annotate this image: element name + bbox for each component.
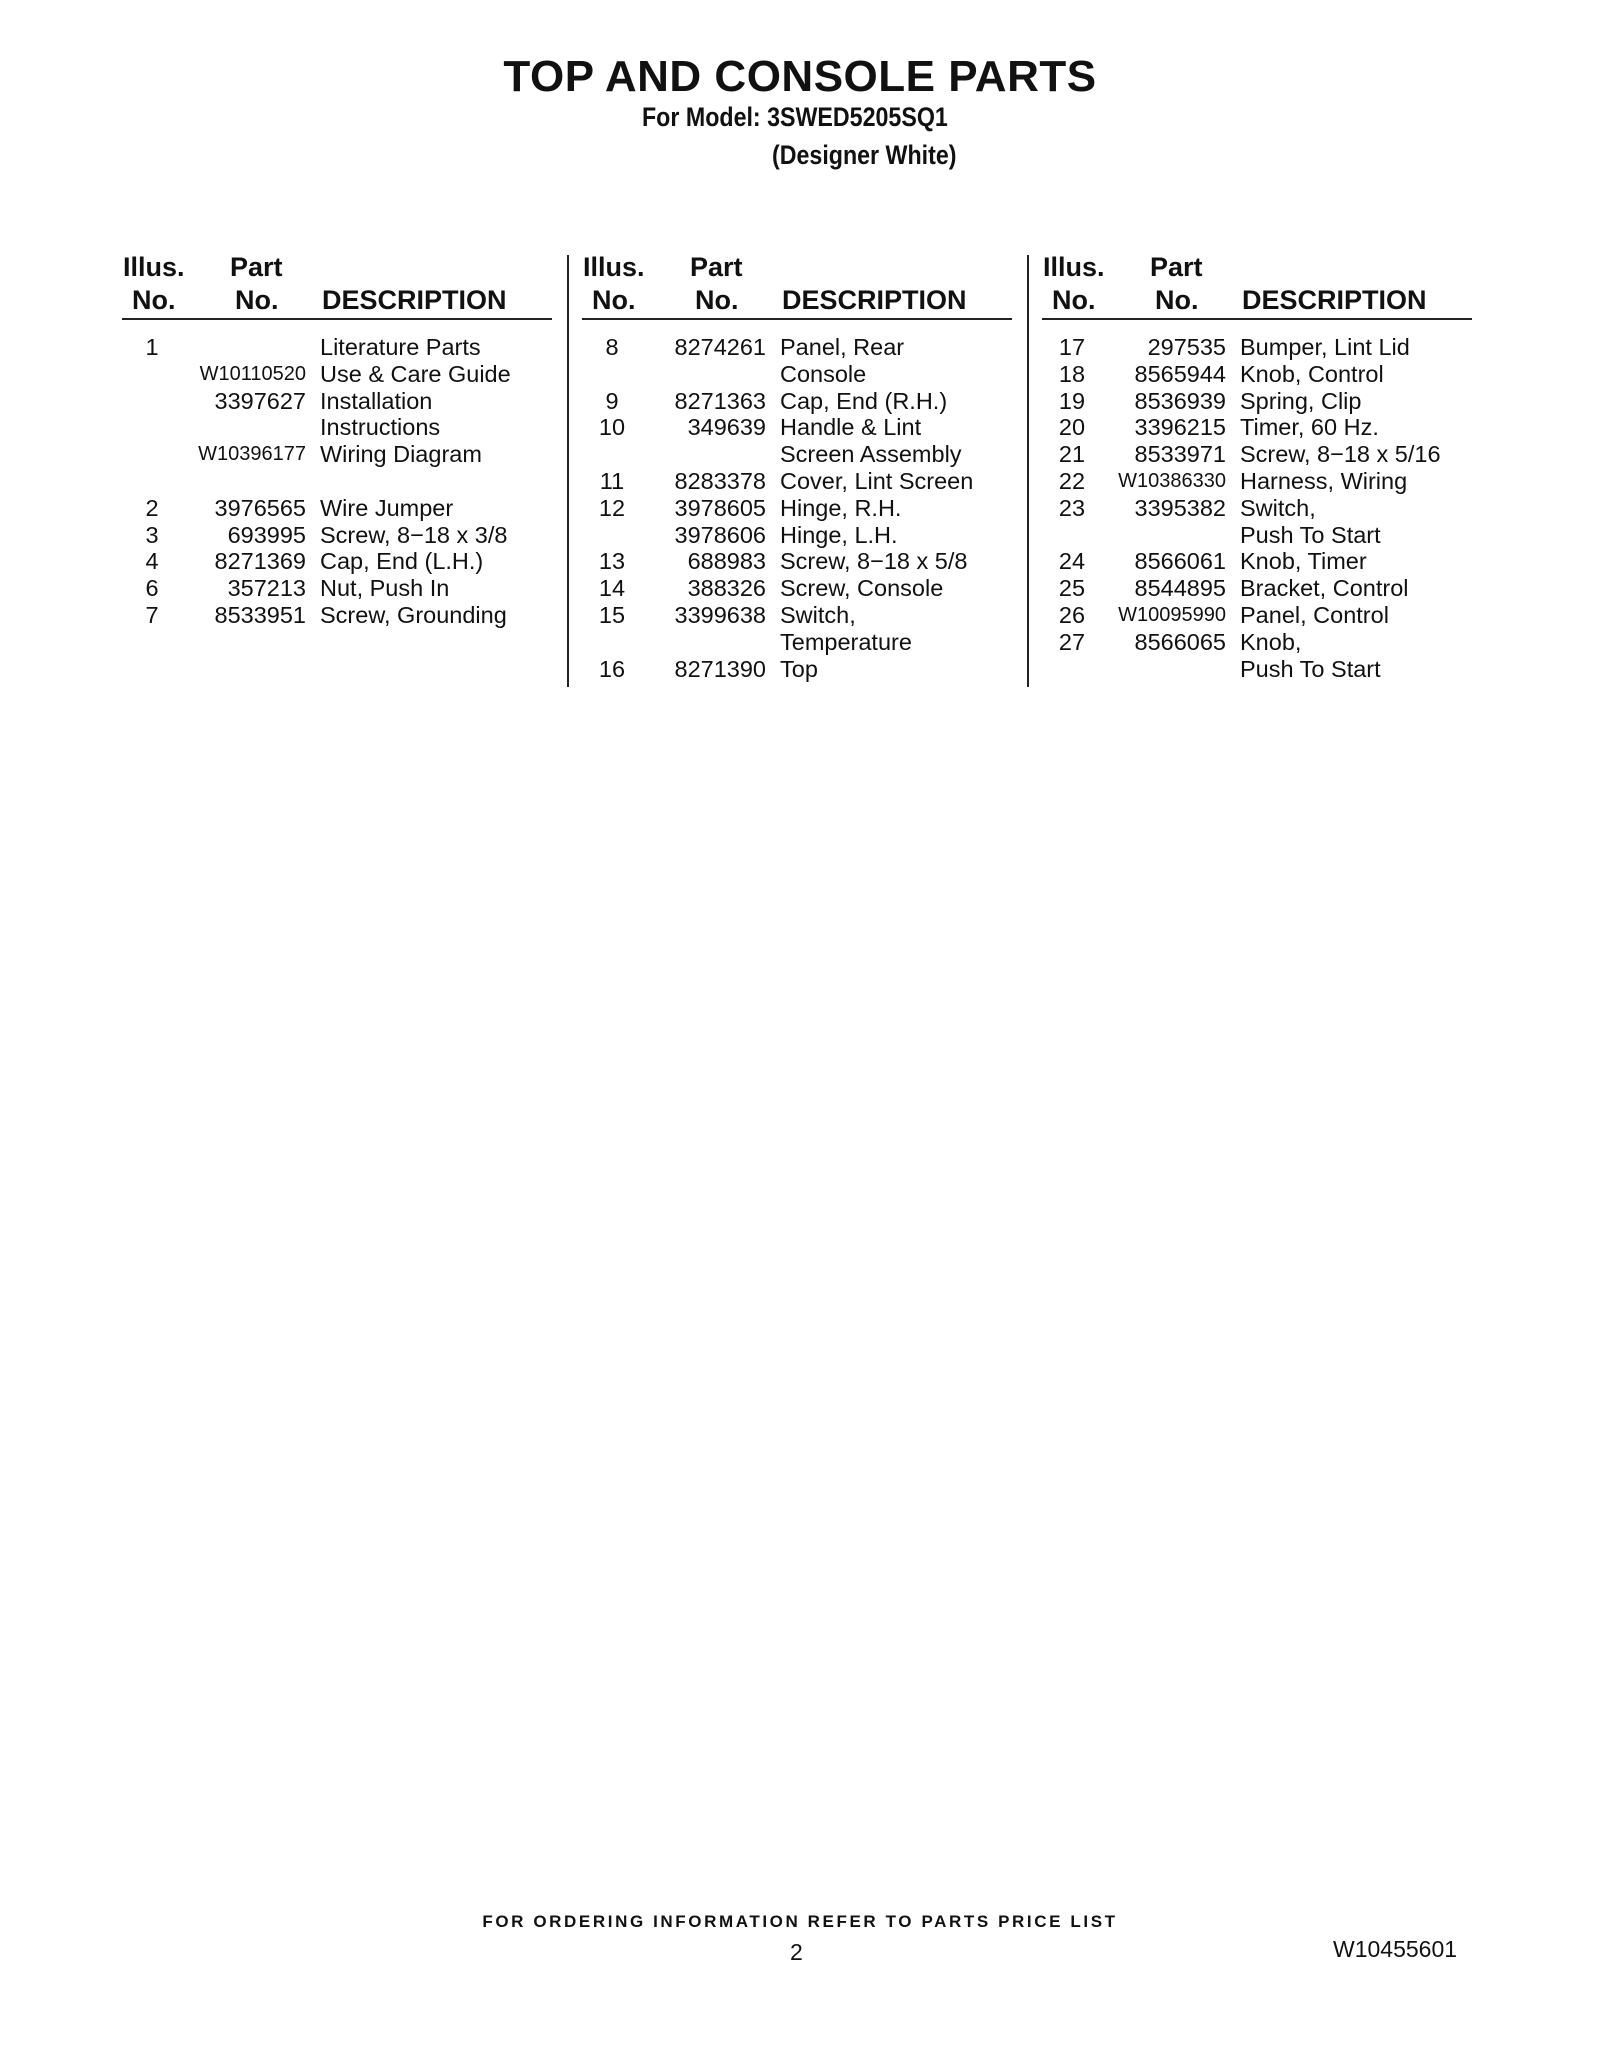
part-header-line1: Part [1150,252,1203,282]
illus-number: 26 [1058,601,1086,628]
color-line: (Designer White) [772,140,957,170]
parts-row [122,414,552,441]
part-number: 3976565 [214,494,306,521]
part-description: Cap, End (L.H.) [320,548,484,575]
part-number: 8271390 [674,655,766,682]
parts-row [582,522,1012,549]
part-number: 8283378 [674,467,766,494]
parts-row [582,602,1012,629]
document-number: W10455601 [1333,1936,1458,1962]
part-description: Timer, 60 Hz. [1240,414,1379,441]
part-description: Hinge, L.H. [780,521,898,548]
parts-row [1042,575,1472,602]
parts-row [1042,414,1472,441]
parts-row [582,361,1012,388]
part-description: Panel, Control [1240,601,1389,628]
part-number: 8565944 [1134,360,1226,387]
part-description: Screw, 8−18 x 5/8 [780,548,968,575]
part-description: Console [780,360,867,387]
part-description: Handle & Lint [780,414,922,441]
illus-number: 6 [145,575,159,602]
parts-row [122,522,552,549]
illus-number: 23 [1058,494,1086,521]
illus-number: 25 [1058,575,1086,602]
part-description: Nut, Push In [320,575,450,602]
part-description: Wiring Diagram [320,441,482,468]
page-number: 2 [790,1939,803,1965]
part-description: Push To Start [1240,521,1381,548]
parts-row [582,334,1012,361]
illus-number: 27 [1058,628,1086,655]
illus-number: 19 [1058,387,1086,414]
parts-row [582,575,1012,602]
part-number: 8536939 [1134,387,1226,414]
part-description: Screw, Console [780,575,944,602]
illus-number: 11 [599,467,625,494]
parts-row [582,629,1012,656]
part-number: 8566065 [1134,628,1226,655]
parts-row [582,441,1012,468]
part-description: Knob, Control [1240,360,1384,387]
illus-number: 17 [1058,334,1086,360]
parts-row [1042,548,1472,575]
part-number: 297535 [1147,334,1226,360]
part-number: 8566061 [1134,548,1226,575]
parts-column-2 [582,252,1012,682]
part-number: 349639 [687,414,766,441]
illus-header-line1: Illus. [123,252,185,282]
part-number: 693995 [227,521,306,548]
illus-number: 9 [605,387,619,414]
parts-list [122,334,552,629]
model-line: For Model: 3SWED5205SQ1 [642,102,948,132]
illus-number: 20 [1058,414,1086,441]
part-description: Cover, Lint Screen [780,467,974,494]
parts-list [1042,334,1472,682]
parts-row [1042,334,1472,361]
part-header-line2: No. [235,285,279,315]
description-header: DESCRIPTION [322,285,507,315]
column-header [1042,252,1472,320]
parts-row [1042,495,1472,522]
parts-row [1042,441,1472,468]
column-header [122,252,552,320]
part-header-line1: Part [230,252,283,282]
part-description: Harness, Wiring [1240,467,1408,494]
part-number: 3396215 [1134,414,1226,441]
parts-row [1042,361,1472,388]
part-description: Top [780,655,818,682]
part-number: 357213 [227,575,306,602]
parts-row [1042,656,1472,683]
part-number: 8271369 [214,548,306,575]
illus-number: 18 [1058,360,1086,387]
parts-row [582,414,1012,441]
part-number: W10095990 [1118,603,1226,626]
part-description: Screw, 8−18 x 3/8 [320,521,508,548]
ordering-info-footer: FOR ORDERING INFORMATION REFER TO PARTS PRICE LIST [482,1912,1118,1931]
parts-row [122,548,552,575]
part-description: Wire Jumper [320,494,454,521]
part-header-line1: Part [690,252,743,282]
illus-number: 22 [1058,467,1086,494]
part-description: Use & Care Guide [320,360,511,387]
illus-number: 16 [598,655,626,682]
illus-number: 10 [598,414,626,441]
part-number: 688983 [687,548,766,575]
part-description: Screw, 8−18 x 5/16 [1240,441,1441,468]
part-number: 3395382 [1134,494,1226,521]
parts-row [122,441,552,468]
part-number: 8274261 [674,334,766,360]
part-description: Knob, Timer [1240,548,1367,575]
illus-number: 14 [598,575,626,602]
parts-column-1 [122,252,552,629]
part-description: Literature Parts [320,334,481,360]
illus-number: 24 [1058,548,1086,575]
part-header-line2: No. [1155,285,1199,315]
part-number: 3978605 [674,494,766,521]
parts-row [122,388,552,415]
part-description: Bumper, Lint Lid [1240,334,1410,360]
parts-list [582,334,1012,682]
parts-row [1042,388,1472,415]
column-divider [567,255,569,687]
parts-row [1042,629,1472,656]
parts-row [582,656,1012,683]
part-number: 3978606 [674,521,766,548]
illus-header-line2: No. [592,285,636,315]
part-description: Hinge, R.H. [780,494,902,521]
part-number: 3399638 [674,601,766,628]
part-number: 8271363 [674,387,766,414]
part-description: Panel, Rear [780,334,905,360]
illus-number: 1 [145,334,159,360]
part-description: Push To Start [1240,655,1381,682]
part-number: 3397627 [214,387,306,414]
parts-row [1042,468,1472,495]
description-header: DESCRIPTION [782,285,967,315]
parts-column-3 [1042,252,1472,682]
part-description: Switch, [1240,494,1316,521]
part-description: Installation [320,387,433,414]
illus-number: 2 [145,494,159,521]
part-number: W10110520 [199,362,306,385]
description-header: DESCRIPTION [1242,285,1427,315]
part-description: Spring, Clip [1240,387,1362,414]
illus-header-line1: Illus. [583,252,645,282]
column-header [582,252,1012,320]
part-description: Screen Assembly [780,441,962,468]
part-number: 8544895 [1134,575,1226,602]
illus-number: 21 [1058,441,1086,468]
parts-row [122,334,552,361]
parts-row [122,495,552,522]
illus-number: 12 [598,494,626,521]
part-description: Instructions [320,414,441,441]
illus-number: 4 [145,548,159,575]
part-description: Bracket, Control [1240,575,1409,602]
parts-row [582,495,1012,522]
part-number: W10396177 [198,443,306,466]
part-description: Knob, [1240,628,1302,655]
parts-row [122,361,552,388]
part-description: Cap, End (R.H.) [780,387,948,414]
part-number: 8533951 [214,601,306,628]
parts-row [122,602,552,629]
part-number: 388326 [687,575,766,602]
illus-number: 3 [145,521,159,548]
part-header-line2: No. [695,285,739,315]
illus-number: 15 [598,601,626,628]
parts-row [1042,522,1472,549]
illus-header-line2: No. [1052,285,1096,315]
parts-row [582,548,1012,575]
part-description: Switch, [780,601,856,628]
column-divider [1027,255,1029,687]
page-title: TOP AND CONSOLE PARTS [503,52,1097,101]
illus-header-line2: No. [132,285,176,315]
illus-number: 7 [145,601,159,628]
part-number: 8533971 [1134,441,1226,468]
illus-number: 8 [605,334,619,360]
parts-row [582,468,1012,495]
part-number: W10386330 [1118,469,1226,492]
illus-header-line1: Illus. [1043,252,1105,282]
illus-number: 13 [598,548,626,575]
parts-row [1042,602,1472,629]
parts-row [582,388,1012,415]
parts-row [122,575,552,602]
part-description: Screw, Grounding [320,601,507,628]
part-description: Temperature [780,628,912,655]
